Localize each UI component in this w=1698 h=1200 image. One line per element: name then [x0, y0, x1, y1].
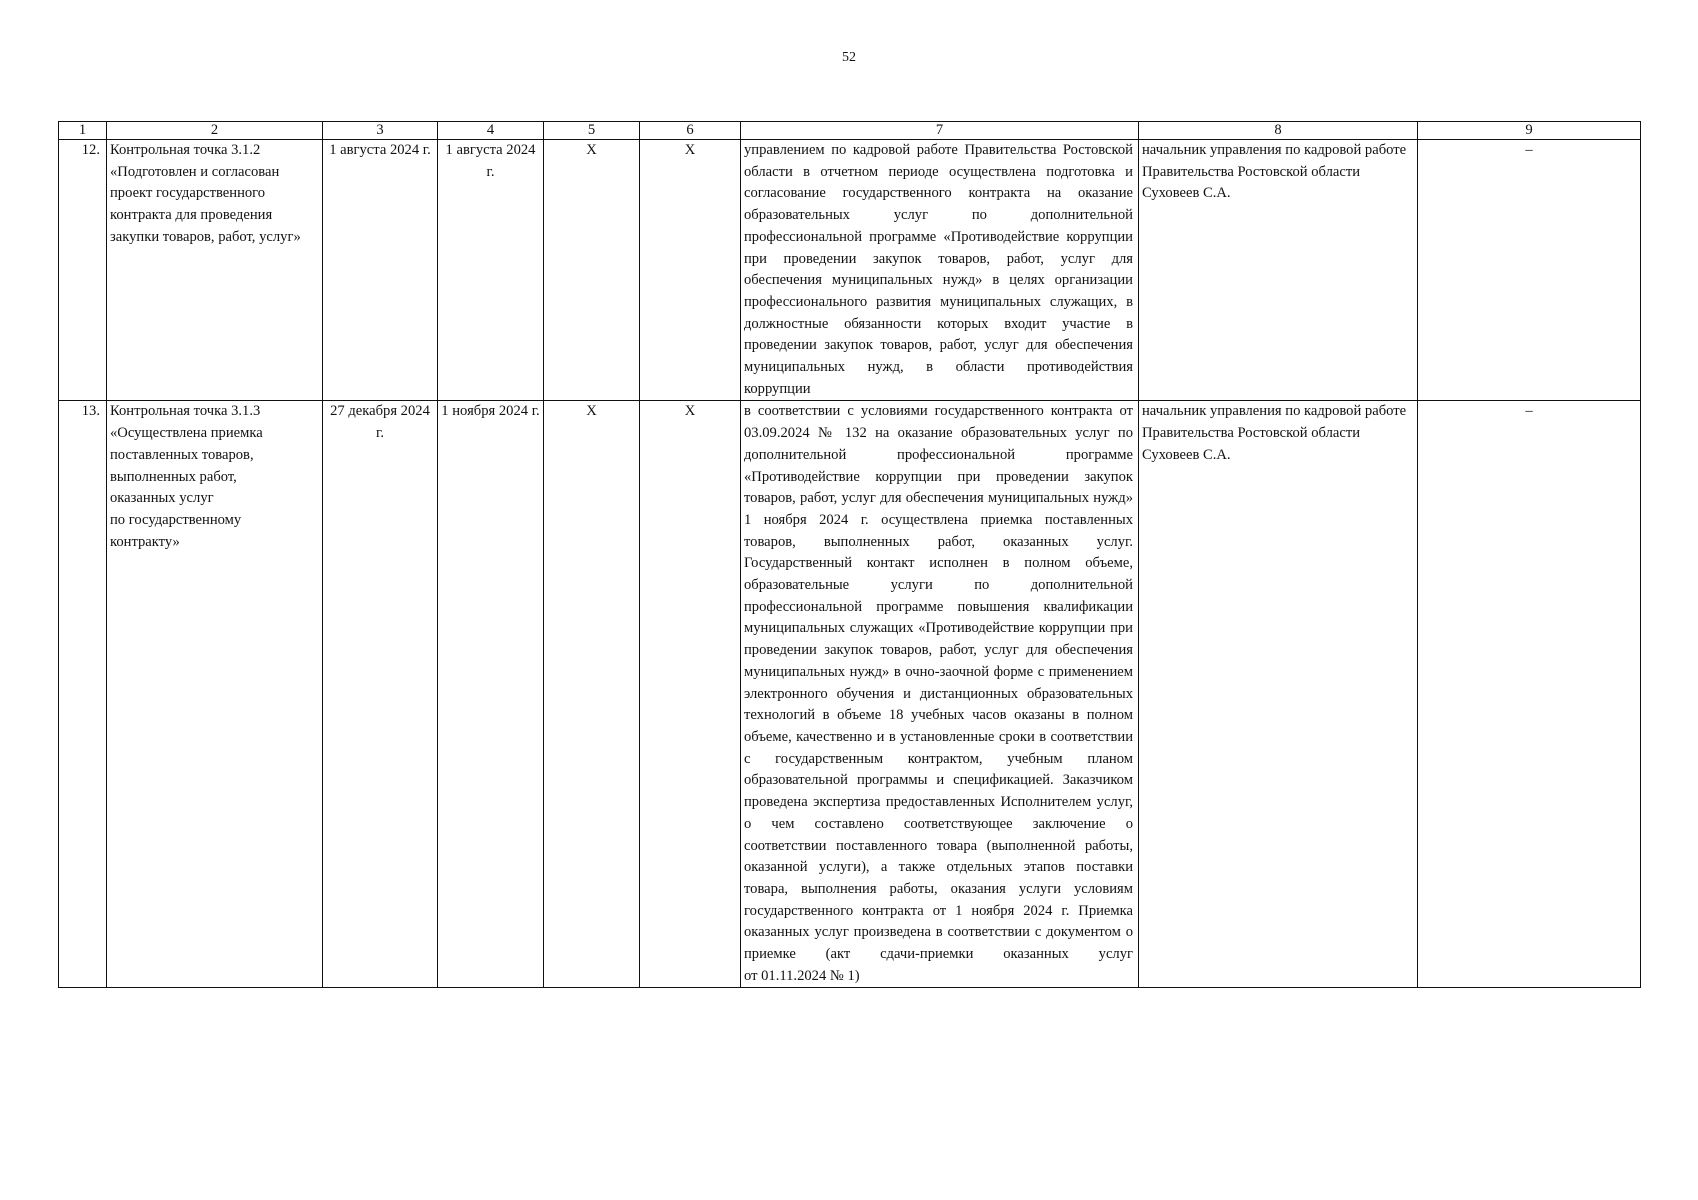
- planned-date: 27 декабря 2024 г.: [323, 401, 438, 988]
- column-5-value: Х: [544, 140, 640, 401]
- responsible-person: начальник управления по кадровой работе Правительства Ростовской области Суховеев С.А.: [1139, 140, 1418, 401]
- description-text: в соответствии с условиями государственного контракта от 03.09.2024 № 132 на оказание образовательных услуг по дополнительной профессиональной программе «Противодействие коррупции при проведении закупок товаров, работ, услуг для обеспечения муниципальных нужд» 1 ноября 2024 г. осуществлена приемка поставленных товаров, выполненных работ, оказанных услуг. Государственный контакт исполнен в полном объеме, образовательные услуги по дополнительной профессиональной программе повышения квалификации муниципальных служащих «Противодействие коррупции при проведении закупок товаров, работ, услуг для обеспечения муниципальных нужд» в очно-заочной форме с применением электронного обучения и дистанционных образовательных технологий в объеме 18 учебных часов оказаны в полном объеме, качественно и в установленные сроки в соответствии с государственным контрактом, учебным планом образовательной программы и спецификацией. Заказчиком проведена экспертиза предоставленных Исполнителем услуг, о чем составлено соответствующее заключение о соответствии поставленного товара (выполненной работы, оказанной услуги), а также отдельных этапов поставки товара, выполнения работы, оказания услуги условиям государственного контракта от 1 ноября 2024 г. Приемка оказанных услуг произведена в соответствии с документом о приемке (акт сдачи-приемки оказанных услуг: [744, 403, 1133, 963]
- column-6-value: Х: [640, 401, 741, 988]
- column-number-header: 8: [1139, 122, 1418, 140]
- table-row: [59, 401, 1641, 988]
- column-6-value: Х: [640, 140, 741, 401]
- responsible-person: начальник управления по кадровой работе Правительства Ростовской области Суховеев С.А.: [1139, 401, 1418, 988]
- column-number-header: 4: [438, 122, 544, 140]
- planned-date: 1 августа 2024 г.: [323, 140, 438, 401]
- column-5-value: Х: [544, 401, 640, 988]
- column-number-header: 3: [323, 122, 438, 140]
- description-cell: [741, 140, 1139, 401]
- checkpoint-name: Контрольная точка 3.1.2 «Подготовлен и согласован проект государственного контракта для проведения закупки товаров, работ, услуг»: [107, 140, 323, 401]
- page-number: 52: [842, 50, 856, 65]
- row-number: 12.: [59, 140, 107, 401]
- report-table: [58, 121, 1641, 988]
- description-cell: [741, 401, 1139, 988]
- column-number-header: 7: [741, 122, 1139, 140]
- description-last-line: от 01.11.2024 № 1): [744, 967, 860, 984]
- checkpoint-name: Контрольная точка 3.1.3 «Осуществлена приемка поставленных товаров, выполненных работ, оказанных услуг по государственному контракту»: [107, 401, 323, 988]
- row-number: 13.: [59, 401, 107, 988]
- column-9-value: –: [1418, 401, 1641, 988]
- column-9-value: –: [1418, 140, 1641, 401]
- column-number-header: 1: [59, 122, 107, 140]
- column-number-header: 5: [544, 122, 640, 140]
- actual-date: 1 августа 2024 г.: [438, 140, 544, 401]
- column-number-header: 2: [107, 122, 323, 140]
- column-number-header: 9: [1418, 122, 1641, 140]
- table-row: [59, 140, 1641, 401]
- description-text: управлением по кадровой работе Правительства Ростовской области в отчетном периоде осуществлена подготовка и согласование государственного контракта на оказание образовательных услуг по дополнительной профессиональной программе «Противодействие коррупции при проведении закупок товаров, работ, услуг для обеспечения муниципальных нужд» в целях организации профессионального развития муниципальных служащих, в должностные обязанности которых входит участие в проведении закупок товаров, работ, услуг для обеспечения муниципальных нужд, в области противодействия: [744, 142, 1133, 376]
- column-number-header: 6: [640, 122, 741, 140]
- column-number-row: [59, 122, 1641, 140]
- description-last-line: коррупции: [744, 380, 811, 397]
- actual-date: 1 ноября 2024 г.: [438, 401, 544, 988]
